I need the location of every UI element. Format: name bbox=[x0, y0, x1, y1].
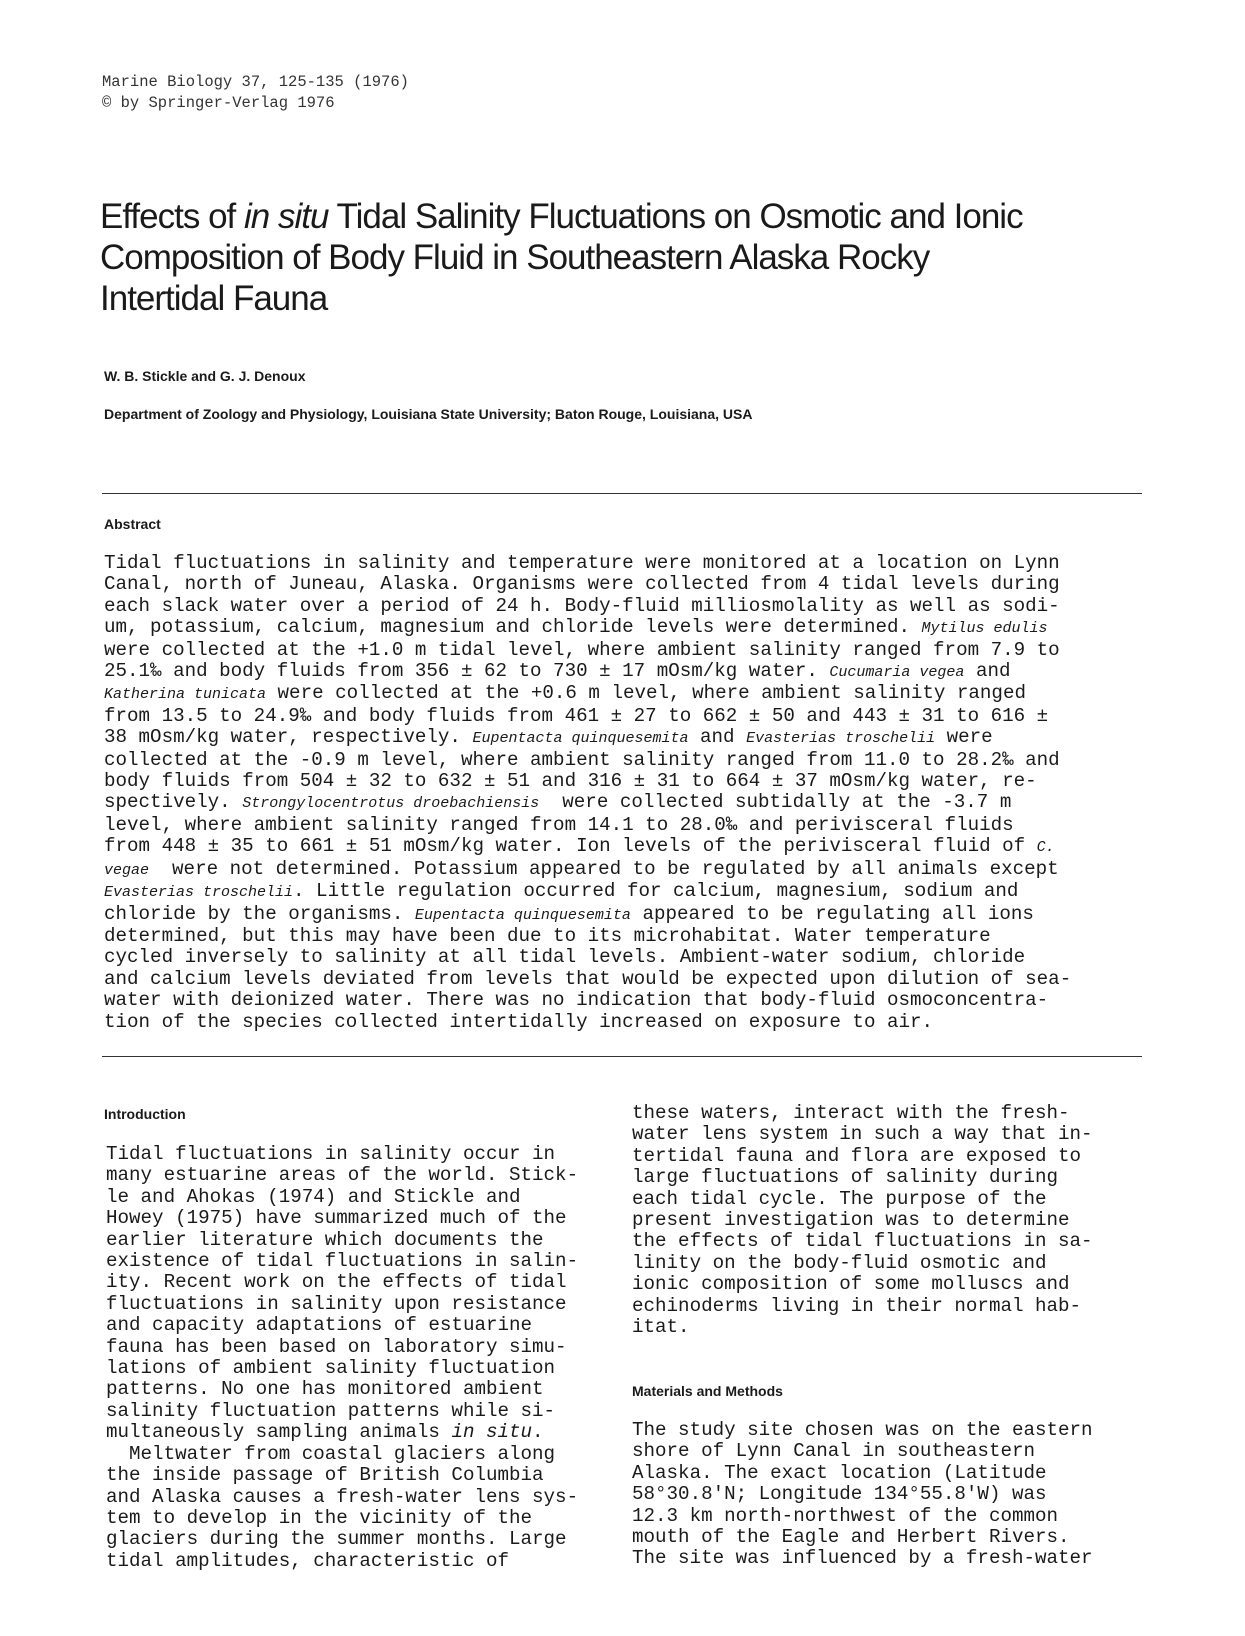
text-segment: were bbox=[935, 726, 993, 749]
text-segment: and bbox=[964, 660, 1011, 683]
text-segment: Meltwater from coastal glaciers along bbox=[106, 1442, 556, 1465]
text-segment: 58°30.8'N; Longitude 134°55.8'W) was bbox=[632, 1483, 1047, 1506]
text-line bbox=[104, 815, 1071, 836]
text-segment: 38 mOsm/kg water, respectively. bbox=[104, 726, 473, 749]
text-line bbox=[106, 1165, 578, 1186]
text-line bbox=[106, 1379, 578, 1400]
text-segment: the effects of tidal fluctuations in sa- bbox=[632, 1230, 1093, 1253]
text-line bbox=[632, 1231, 1093, 1252]
text-line bbox=[104, 969, 1071, 990]
text-segment: water lens system in such a way that in- bbox=[632, 1123, 1093, 1146]
text-segment: salinity fluctuation patterns while si- bbox=[106, 1399, 556, 1422]
text-segment: tertidal fauna and flora are exposed to bbox=[632, 1144, 1082, 1167]
text-segment: spectively. bbox=[104, 791, 243, 814]
text-line bbox=[104, 904, 1071, 926]
text-segment: fluctuations in salinity upon resistance bbox=[106, 1292, 567, 1315]
text-line bbox=[106, 1487, 578, 1508]
text-segment: chloride by the organisms. bbox=[104, 902, 415, 925]
text-line bbox=[106, 1444, 578, 1465]
text-line bbox=[104, 553, 1071, 574]
text-line bbox=[106, 1251, 578, 1272]
text-line bbox=[104, 750, 1071, 771]
text-segment: existence of tidal fluctuations in salin- bbox=[106, 1250, 579, 1273]
text-line bbox=[106, 1465, 578, 1486]
italic-text: in situ bbox=[451, 1421, 533, 1444]
text-line bbox=[106, 1208, 578, 1229]
text-segment: were collected at the +1.0 m tidal level, where ambient salinity ranged from 7.9 to bbox=[104, 638, 1060, 661]
text-segment: patterns. No one has monitored ambient bbox=[106, 1378, 544, 1401]
text-segment: . bbox=[532, 1421, 544, 1444]
text-segment: Tidal fluctuations in salinity occur in bbox=[106, 1143, 556, 1165]
text-segment: mouth of the Eagle and Herbert Rivers. bbox=[632, 1526, 1070, 1549]
text-segment: ionic composition of some molluscs and bbox=[632, 1273, 1070, 1296]
text-line bbox=[104, 881, 1071, 903]
text-segment: present investigation was to determine bbox=[632, 1209, 1070, 1232]
text-line bbox=[104, 727, 1071, 749]
species-name: vegae bbox=[104, 861, 150, 879]
text-segment: multaneously sampling animals bbox=[106, 1421, 452, 1444]
text-segment: these waters, interact with the fresh- bbox=[632, 1102, 1070, 1124]
introduction-left-column bbox=[106, 1144, 578, 1572]
text-line bbox=[632, 1420, 1093, 1441]
text-segment: appeared to be regulating all ions bbox=[630, 902, 1034, 925]
text-line bbox=[104, 990, 1071, 1011]
introduction-heading: Introduction bbox=[104, 1106, 186, 1122]
text-line bbox=[632, 1146, 1093, 1167]
text-segment: Canal, north of Juneau, Alaska. Organisms were collected from 4 tidal levels during bbox=[104, 573, 1060, 596]
text-segment: Tidal fluctuations in salinity and temperature were monitored at a location on Lynn bbox=[104, 552, 1060, 574]
text-line bbox=[104, 574, 1071, 595]
text-segment: Howey (1975) have summarized much of the bbox=[106, 1207, 567, 1230]
text-line bbox=[104, 926, 1071, 947]
text-line bbox=[104, 771, 1071, 792]
title-italic: in situ bbox=[244, 197, 329, 236]
text-line bbox=[632, 1253, 1093, 1274]
abstract-heading: Abstract bbox=[104, 516, 161, 532]
text-line bbox=[106, 1230, 578, 1251]
text-segment: body fluids from 504 ± 32 to 632 ± 51 and 316 ± 31 to 664 ± 37 mOsm/kg water, re- bbox=[104, 770, 1037, 793]
authors: W. B. Stickle and G. J. Denoux bbox=[104, 368, 306, 384]
text-line bbox=[632, 1167, 1093, 1188]
divider-bottom bbox=[102, 1056, 1142, 1057]
text-segment: linity on the body-fluid osmotic and bbox=[632, 1251, 1047, 1274]
text-line bbox=[104, 617, 1071, 639]
text-segment: water with deionized water. There was no indication that body-fluid osmoconcentra- bbox=[104, 989, 1049, 1012]
text-segment: were collected at the +0.6 m level, where ambient salinity ranged bbox=[266, 682, 1026, 705]
text-line bbox=[106, 1187, 578, 1208]
text-segment: collected at the -0.9 m level, where ambient salinity ranged from 11.0 to 28.2‰ and bbox=[104, 748, 1060, 771]
text-line bbox=[106, 1294, 578, 1315]
text-line bbox=[104, 836, 1071, 858]
text-segment: The study site chosen was on the eastern bbox=[632, 1419, 1093, 1441]
text-segment: tion of the species collected intertidally increased on exposure to air. bbox=[104, 1010, 934, 1033]
text-line bbox=[104, 947, 1071, 968]
text-segment: and capacity adaptations of estuarine bbox=[106, 1314, 533, 1337]
text-segment: large fluctuations of salinity during bbox=[632, 1166, 1059, 1189]
text-line bbox=[632, 1527, 1093, 1548]
text-segment: and Alaska causes a fresh-water lens sys- bbox=[106, 1485, 579, 1508]
species-name: Katherina tunicata bbox=[104, 686, 267, 704]
text-segment: and calcium levels deviated from levels that would be expected upon dilution of sea- bbox=[104, 967, 1072, 990]
text-line bbox=[104, 640, 1071, 661]
text-line bbox=[632, 1463, 1093, 1484]
paper-title bbox=[100, 196, 1060, 319]
species-name: Eupentacta quinquesemita bbox=[414, 906, 631, 924]
text-line bbox=[106, 1358, 578, 1379]
text-segment: le and Ahokas (1974) and Stickle and bbox=[106, 1185, 521, 1208]
text-segment: earlier literature which documents the bbox=[106, 1228, 544, 1251]
text-segment: Alaska. The exact location (Latitude bbox=[632, 1461, 1047, 1484]
text-line bbox=[632, 1484, 1093, 1505]
title-part1: Effects of bbox=[100, 197, 244, 236]
text-segment: lations of ambient salinity fluctuation bbox=[106, 1357, 556, 1380]
text-line bbox=[106, 1529, 578, 1550]
text-line bbox=[106, 1401, 578, 1422]
species-name: Cucumaria vegea bbox=[829, 664, 965, 682]
text-line bbox=[104, 1012, 1071, 1033]
text-segment: each tidal cycle. The purpose of the bbox=[632, 1187, 1047, 1210]
text-line bbox=[632, 1441, 1093, 1462]
divider-top bbox=[102, 493, 1142, 494]
journal-header bbox=[102, 72, 409, 114]
journal-copyright: © by Springer-Verlag 1976 bbox=[102, 94, 335, 112]
affiliation: Department of Zoology and Physiology, Louisiana State University; Baton Rouge, Louisiana, USA bbox=[104, 406, 753, 422]
text-segment: 12.3 km north-northwest of the common bbox=[632, 1504, 1059, 1527]
text-line bbox=[106, 1422, 578, 1443]
text-segment: fauna has been based on laboratory simu- bbox=[106, 1335, 567, 1358]
text-line bbox=[632, 1548, 1093, 1569]
text-segment: from 13.5 to 24.9‰ and body fluids from 461 ± 27 to 662 ± 50 and 443 ± 31 to 616 ± bbox=[104, 704, 1049, 727]
text-segment: tem to develop in the vicinity of the bbox=[106, 1506, 533, 1529]
text-line bbox=[106, 1272, 578, 1293]
text-line bbox=[632, 1124, 1093, 1145]
text-line bbox=[106, 1315, 578, 1336]
text-segment: and bbox=[688, 726, 747, 749]
text-segment: from 448 ± 35 to 661 ± 51 mOsm/kg water. Ion levels of the perivisceral fluid of bbox=[104, 835, 1037, 858]
text-segment: The site was influenced by a fresh-water bbox=[632, 1547, 1093, 1570]
species-name: Evasterias troschelii bbox=[746, 730, 936, 748]
text-segment: each slack water over a period of 24 h. Body-fluid milliosmolality as well as sodi- bbox=[104, 594, 1060, 617]
text-segment: cycled inversely to salinity at all tidal levels. Ambient-water sodium, chloride bbox=[104, 946, 1026, 969]
text-segment: . Little regulation occurred for calcium, magnesium, sodium and bbox=[293, 880, 1019, 903]
text-segment: glaciers during the summer months. Large bbox=[106, 1528, 567, 1551]
species-name: Eupentacta quinquesemita bbox=[472, 730, 689, 748]
text-line bbox=[104, 792, 1071, 814]
text-line bbox=[632, 1189, 1093, 1210]
text-line bbox=[104, 706, 1071, 727]
text-line bbox=[104, 683, 1071, 705]
text-line bbox=[104, 596, 1071, 617]
text-segment: the inside passage of British Columbia bbox=[106, 1464, 544, 1487]
abstract-body bbox=[104, 553, 1071, 1033]
text-line bbox=[106, 1144, 578, 1165]
title-part3: Tidal Salinity Fluctuations on Osmotic and Ionic Composition of Body Fluid in Southeastern Alaska Rocky Intertidal Fauna bbox=[100, 197, 1023, 318]
text-segment: level, where ambient salinity ranged from 14.1 to 28.0‰ and perivisceral fluids bbox=[104, 813, 1014, 836]
species-name: C. bbox=[1036, 839, 1055, 857]
species-name: Mytilus edulis bbox=[921, 620, 1048, 638]
text-line bbox=[104, 859, 1071, 881]
species-name: Strongylocentrotus droebachiensis bbox=[242, 795, 540, 813]
species-name: Evasterias troschelii bbox=[104, 884, 294, 902]
text-line bbox=[106, 1508, 578, 1529]
text-segment: determined, but this may have been due to its microhabitat. Water temperature bbox=[104, 924, 991, 947]
journal-citation: Marine Biology 37, 125-135 (1976) bbox=[102, 73, 409, 91]
text-segment: ity. Recent work on the effects of tidal bbox=[106, 1271, 567, 1294]
text-line bbox=[632, 1296, 1093, 1317]
introduction-right-column bbox=[632, 1103, 1093, 1338]
text-segment: echinoderms living in their normal hab- bbox=[632, 1294, 1082, 1317]
text-segment: were not determined. Potassium appeared to be regulated by all animals except bbox=[149, 857, 1059, 880]
text-line bbox=[632, 1103, 1093, 1124]
text-segment: many estuarine areas of the world. Stick- bbox=[106, 1164, 579, 1187]
text-segment: 25.1‰ and body fluids from 356 ± 62 to 730 ± 17 mOsm/kg water. bbox=[104, 660, 830, 683]
methods-heading: Materials and Methods bbox=[632, 1383, 783, 1399]
text-segment: itat. bbox=[632, 1316, 690, 1339]
text-line bbox=[632, 1317, 1093, 1338]
text-segment: shore of Lynn Canal in southeastern bbox=[632, 1440, 1036, 1463]
text-line bbox=[104, 661, 1071, 683]
text-segment: were collected subtidally at the -3.7 m bbox=[539, 791, 1012, 814]
methods-body bbox=[632, 1420, 1093, 1570]
text-line bbox=[106, 1337, 578, 1358]
text-line bbox=[632, 1210, 1093, 1231]
text-line bbox=[106, 1551, 578, 1572]
text-line bbox=[632, 1506, 1093, 1527]
text-segment: um, potassium, calcium, magnesium and chloride levels were determined. bbox=[104, 616, 922, 639]
text-segment: tidal amplitudes, characteristic of bbox=[106, 1549, 510, 1572]
text-line bbox=[632, 1274, 1093, 1295]
